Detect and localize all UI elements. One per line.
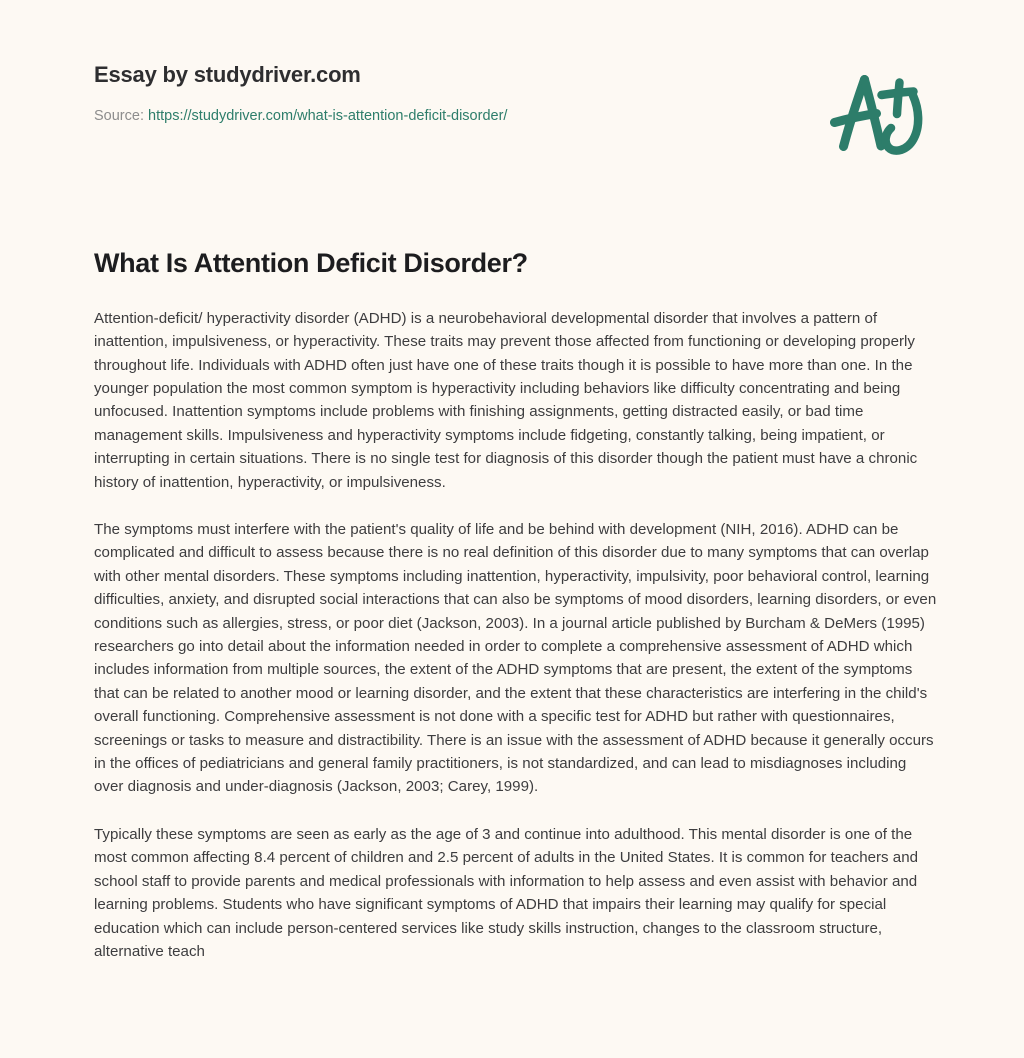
a-plus-logo-icon <box>818 62 938 170</box>
a-plus-logo-svg <box>818 62 938 170</box>
source-url-link[interactable]: https://studydriver.com/what-is-attention-deficit-disorder/ <box>148 108 508 125</box>
article-paragraph: Typically these symptoms are seen as early as the age of 3 and continue into adulthood. This mental disorder is one of the most common affecting 8.4 percent of children and 2.5 percent of adults in the United States. It is common for teachers and school staff to provide parents and medical professionals with information to help assess and even assist with behavior and learning problems. Students who have significant symptoms of ADHD that impairs their learning may qualify for special education which can include person-centered services like study skills instruction, changes to the classroom structure, alternative teach <box>94 825 919 960</box>
article-paragraph: Attention-deficit/ hyperactivity disorder (ADHD) is a neurobehavioral developmental disorder that involves a pattern of inattention, impulsiveness, or hyperactivity. These traits may prevent those affected from functioning or developing properly throughout life. Individuals with ADHD often just have one of these traits though it is possible to have more than one. In the younger population the most common symptom is hyperactivity including behaviors like difficulty concentrating and being unfocused. Inattention symptoms include problems with finishing assignments, getting distracted easily, or bad time management skills. Impulsiveness and hyperactivity symptoms include fidgeting, constantly talking, being impatient, or interrupting in certain situations. There is no single test for diagnosis of this disorder though the patient must have a chronic history of inattention, hyperactivity, or impulsiveness. <box>94 309 918 491</box>
article <box>94 247 939 963</box>
page-title: What Is Attention Deficit Disorder? <box>94 248 528 278</box>
article-paragraph: The symptoms must interfere with the patient's quality of life and be behind with development (NIH, 2016). ADHD can be complicated and difficult to assess because there is no real definition of this disorder due to many symptoms that can overlap with other mental disorders. These symptoms including inattention, hyperactivity, impulsivity, poor behavioral control, learning difficulties, anxiety, and disrupted social interactions that can also be symptoms of mood disorders, learning disorders, or even conditions such as allergies, stress, or poor diet (Jackson, 2003). In a journal article published by Burcham & DeMers (1995) researchers go into detail about the information needed in order to complete a comprehensive assessment of ADHD which includes information from multiple sources, the extent of the ADHD symptoms that are present, the extent of the symptoms that can be related to another mood or learning disorder, and the extent that these characteristics are interfering in the child's overall functioning. Comprehensive assessment is not done with a specific test for ADHD but rather with questionnaires, screenings or tasks to measure and distractibility. There is an issue with the assessment of ADHD because it generally occurs in the offices of pediatricians and general family practitioners, is not standardized, and can lead to misdiagnoses including over diagnosis and under-diagnosis (Jackson, 2003; Carey, 1999). <box>94 521 937 796</box>
source-line <box>94 107 944 126</box>
document-header <box>94 62 944 172</box>
brand-title: Essay by studydriver.com <box>94 62 361 87</box>
source-label: Source: <box>94 108 144 125</box>
article-body <box>94 307 939 964</box>
